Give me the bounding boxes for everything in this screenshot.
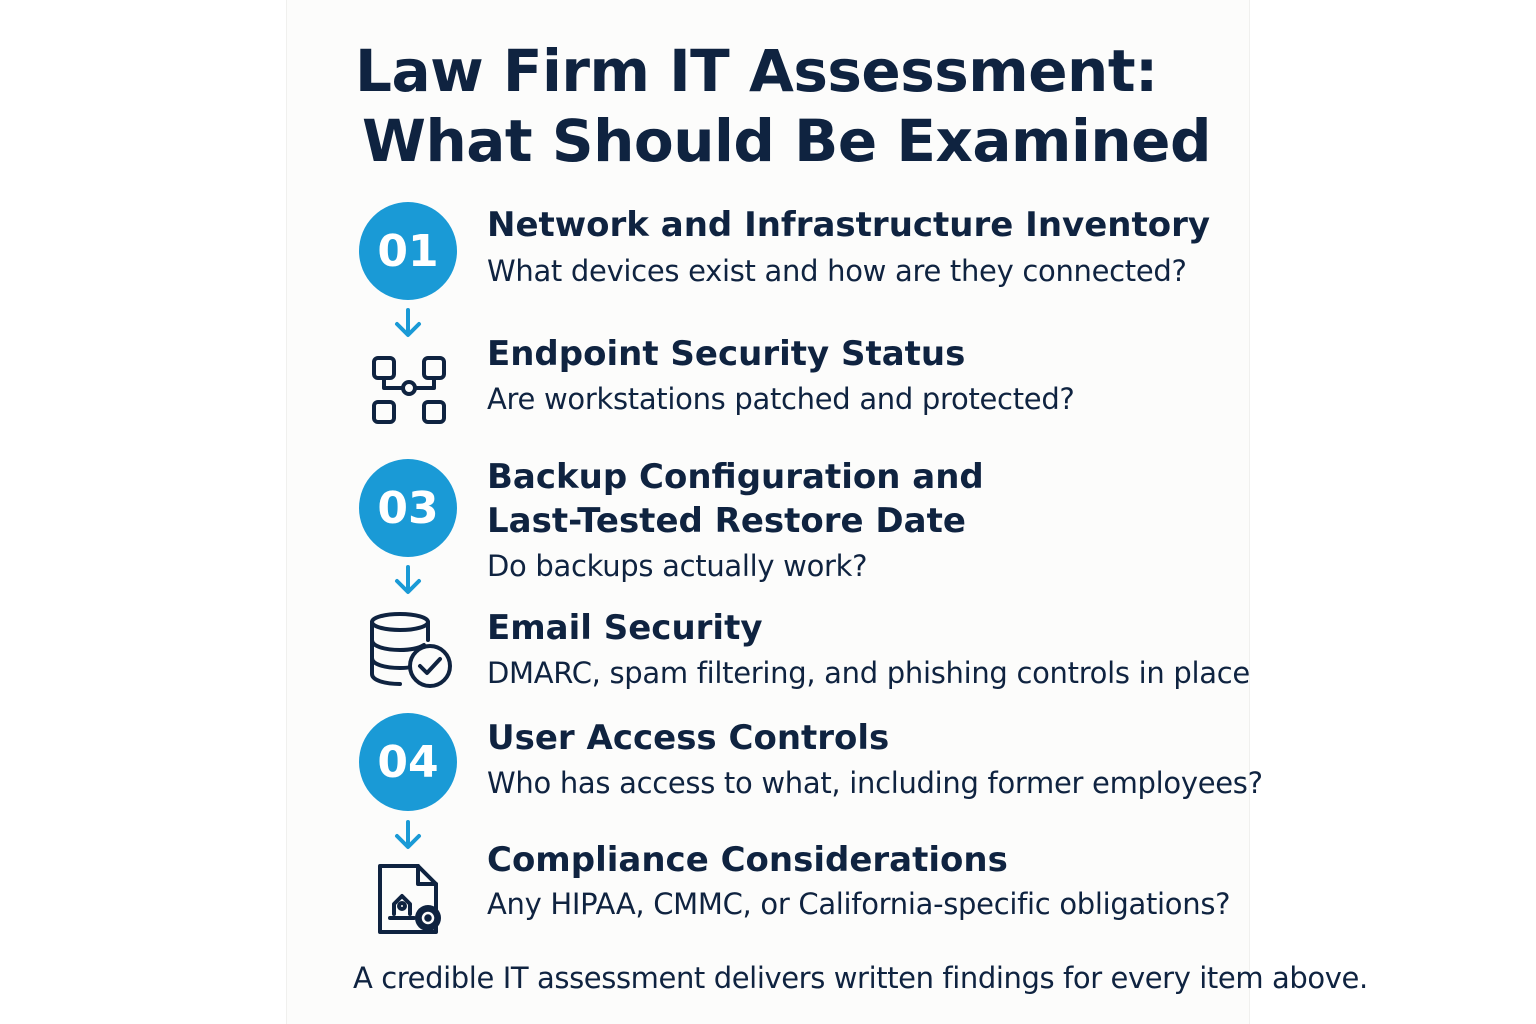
item-desc-network: What devices exist and how are they connected? [487, 254, 1187, 288]
item-heading-endpoint: Endpoint Security Status [487, 334, 966, 374]
database-check-icon [364, 610, 456, 692]
step-badge-01: 01 [359, 202, 457, 300]
item-heading-email: Email Security [487, 608, 763, 648]
item-desc-access: Who has access to what, including former employees? [487, 766, 1263, 800]
compliance-document-icon [372, 860, 450, 938]
network-nodes-icon [368, 352, 450, 428]
item-heading-backup-line-1: Backup Configuration and [487, 457, 984, 497]
arrow-down-icon [393, 818, 423, 852]
item-desc-endpoint: Are workstations patched and protected? [487, 382, 1075, 416]
item-desc-backup: Do backups actually work? [487, 549, 868, 583]
item-heading-compliance: Compliance Considerations [487, 840, 1008, 880]
item-heading-backup-line-2: Last-Tested Restore Date [487, 501, 966, 541]
footer-note: A credible IT assessment delivers written findings for every item above. [353, 961, 1368, 995]
item-desc-email: DMARC, spam filtering, and phishing controls in place [487, 656, 1250, 690]
page-title-line-1: Law Firm IT Assessment: [355, 37, 1158, 105]
step-badge-03: 03 [359, 459, 457, 557]
page-title-line-2: What Should Be Examined [362, 107, 1211, 175]
step-badge-04: 04 [359, 713, 457, 811]
arrow-down-icon [393, 563, 423, 597]
item-desc-compliance: Any HIPAA, CMMC, or California-specific obligations? [487, 887, 1231, 921]
arrow-down-icon [393, 306, 423, 340]
item-heading-access: User Access Controls [487, 718, 890, 758]
item-heading-network: Network and Infrastructure Inventory [487, 205, 1210, 245]
